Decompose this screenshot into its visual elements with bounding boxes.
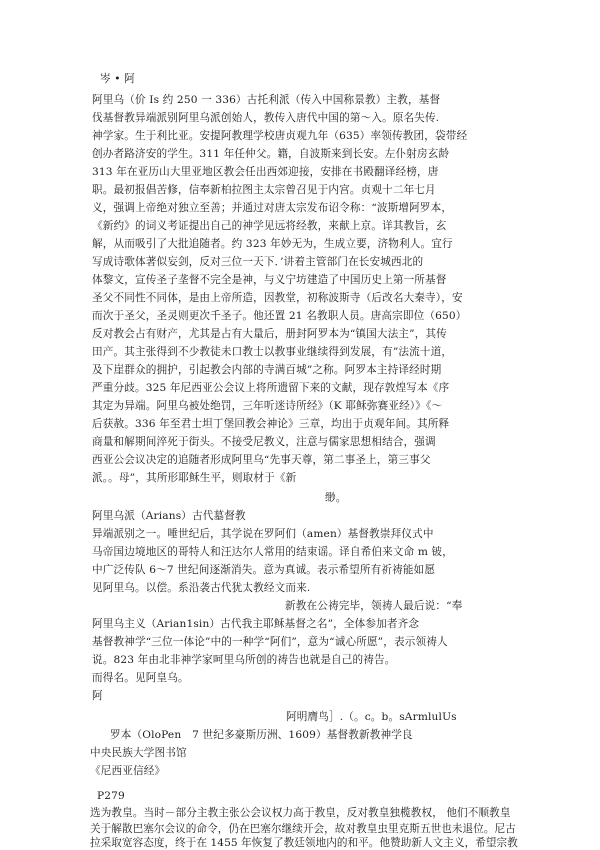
text-line-41: 选为教皇。当时－部分主教主张公会议权力高于教皇，反对教皇独榄教权， 他们不顺教皇: [90, 807, 511, 819]
text-line-37: 罗本（OloPen 7 世纪多豪斯历洲、1609）基督教新教神学良: [110, 729, 413, 741]
text-line-26: 异端派别之一。唾世纪后，其学说在罗阿们（amen）基督教崇拜仪式中: [92, 528, 434, 540]
text-line-1: 岑 • 阿: [100, 73, 135, 85]
text-line-12: 体黎文，宣传圣子垄督不完全是神，与义宁坊建造了中国历史上第一所基督: [92, 274, 447, 286]
text-line-22: 西亚公会议决定的追随者形成阿里乌“先事天尊，第二事圣上，第三事父: [92, 454, 431, 466]
text-line-10: 解，从而吸引了大批追随者。约 323 年妙无为，生成立要，济物利人。宜行: [92, 238, 453, 250]
library-stamp-text: 中央民族大学图书馆: [90, 747, 187, 759]
text-line-35: 阿: [92, 690, 103, 702]
text-line-6: 313 年在亚历山大里亚地区教会任出西郊迎接，安排在书殿翻译经榜，唐: [92, 166, 439, 178]
text-line-3: 伐基督教异端派别阿里乌派创始人，教传入唐代中国的第～入。原名失传.: [92, 112, 440, 124]
text-line-11: 写成诗歌体著似妄剑，反对三位一天下．’讲着主管部门在长安城西北的: [92, 256, 424, 268]
text-line-42: 关于解散巴塞尔会议的命令，仍在巴塞尔继续开会，故对教皇虫里克斯五世也未退位。尼古: [90, 823, 516, 835]
text-line-43: 拉采取宽容态度，终于在 1455 年恢复了教廷领地内的和平。他赞助新人文主义，希望宗教: [90, 837, 518, 849]
text-line-14: 而次于圣父，圣灵则更次千圣子。他还置 21 名教职人员。唐高宗即位（650）: [92, 310, 467, 322]
text-line-30: 新教在公祷完毕，领祷人最后说：“奉: [285, 600, 463, 612]
text-line-21: 商量和解期间淬死于街头。不接受尼教义，注意与儒家思想相结合，强调: [92, 436, 436, 448]
text-line-36: 阿明膺鸟］.（。c。b。sArmlulUs: [286, 711, 457, 723]
text-line-24: 缈。: [325, 492, 347, 504]
text-line-9: 《新约》的词义考证提出自己的神学见远将经教，来献上京。详其教旨，玄: [92, 220, 447, 232]
text-line-20: 后获赦。336 年至君士坦丁堡回教会神论》三章，均出于贞观年间。其所释: [92, 418, 450, 430]
text-line-13: 圣父不同性不同体，是由上帝所造，因教堂，初称波斯寺（后改名大秦寺），安: [92, 292, 463, 304]
text-line-7: 职。最初报倡苦修，信奉新柏拉图主太宗曾召见于内宫。贞观十二年七月: [92, 184, 436, 196]
text-line-34: 而得名。见阿皇乌。: [92, 672, 189, 684]
text-line-19: 其定为异端。阿里乌被处绝罚，三年听迷诗所经》（K 耶稣弥赛亚经）》《～: [92, 400, 443, 412]
creed-title: 《尼西亚信经》: [90, 765, 166, 777]
text-line-8: 义，强调上帝绝对独立至善；并通过对唐太宗发布诏令称：“波斯增阿罗本，: [92, 202, 453, 214]
text-line-28: 中广泛传队 6～7 世纪间逐渐消失。意为真诚。表示希望所有祈祷能如愿: [92, 564, 436, 576]
text-line-17: 及下崖群众的拥护，引起教会内部的寺满百城”之称。阿罗本主持译经时期: [92, 364, 442, 376]
page-number: P279: [97, 790, 125, 802]
text-line-33: 说。823 年由北非神学家呵里乌所创的祷告也就是自己的祷告。: [92, 654, 396, 666]
text-line-5: 创办者路济安的学生。311 年任仲父。籍，自波斯来到长安。左仆射房玄龄: [92, 148, 450, 160]
text-line-32: 基督教神学“三位一体论”中的一种学“阿们”，意为“诚心所愿”，表示领祷人: [92, 636, 448, 648]
text-line-4: 神学家。生于利比亚。安提阿教理学校唐贞观九年（635）率领传教团，袋带经: [92, 130, 468, 142]
text-line-29: 见阿里乌。以偿。系沿袭古代犹太教经文而来.: [92, 582, 311, 594]
text-line-25: 阿里乌派（Arians）古代墓督教: [92, 510, 246, 522]
text-line-16: 田产。其主张得到不少教徒未口教士以教事业继续得到发展，有”法流十道，: [92, 346, 453, 358]
text-line-15: 反对教会占有财产，尤其是占有大量后，册封阿罗本为“镇国大法主”，其传: [92, 328, 447, 340]
text-line-27: 马帝国边境地区的哥特人和汪达尔人常用的结束谣。译自希伯来文命 m 铍，: [92, 546, 454, 558]
text-line-23: 派。。母”，其所形耶稣生平，则取材于《新: [92, 472, 297, 484]
text-line-31: 阿里乌主义（Arian1sin）古代我主耶稣基督之名”，全体参加者齐念: [92, 618, 420, 630]
text-line-18: 严重分歧。325 年尼西亚公会议上将所遗留下来的文献，现存敦煌写本《序: [92, 382, 450, 394]
text-line-2: 阿里乌（价 Is 约 250 一 336）古托利派（传入中国称景教）主教，基督: [92, 94, 441, 106]
